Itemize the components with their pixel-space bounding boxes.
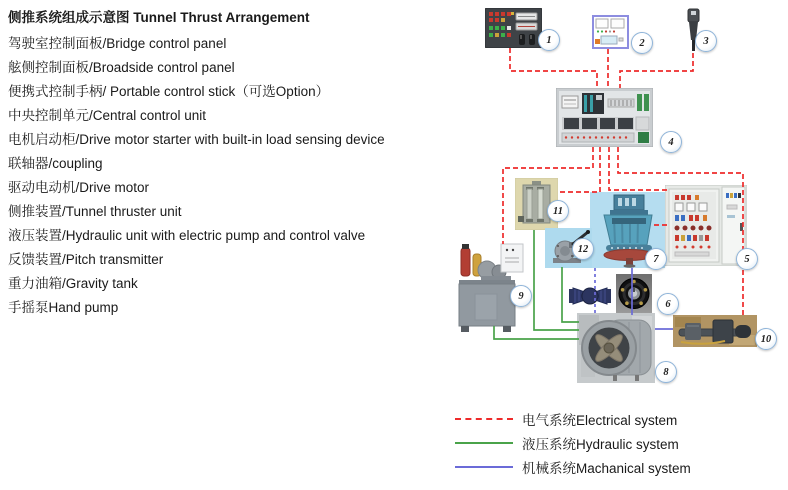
callout-12: 12 [572, 238, 594, 260]
legend [455, 407, 691, 479]
callout-9: 9 [510, 285, 532, 307]
callout-1: 1 [538, 29, 560, 51]
hydraulic-line-swatch [455, 442, 513, 444]
legend-item-mechanical [455, 455, 691, 479]
list-item: 舷侧控制面板/Broadside control panel [8, 60, 235, 75]
list-item: 电机启动柜/Drive motor starter with built-in load sensing device [8, 132, 385, 147]
callout-8: 8 [655, 361, 677, 383]
legend-label: 电气系统Electrical system [522, 413, 678, 428]
callout-7: 7 [645, 248, 667, 270]
list-item: 中央控制单元/Central control unit [8, 108, 207, 123]
callout-6: 6 [657, 293, 679, 315]
list-item: 联轴器/coupling [8, 156, 103, 171]
electrical-line-swatch [455, 418, 513, 420]
list-item: 液压装置/Hydraulic unit with electric pump and control valve [8, 228, 366, 243]
callout-2: 2 [631, 32, 653, 54]
list-item: 手摇泵Hand pump [8, 300, 119, 315]
callout-11: 11 [547, 200, 569, 222]
list-item: 驱动电动机/Drive motor [8, 180, 150, 195]
legend-item-hydraulic [455, 431, 691, 455]
shaft-coupling-photo [568, 280, 612, 310]
callout-4: 4 [660, 131, 682, 153]
callout-3: 3 [695, 30, 717, 52]
broadside-control-panel-photo [592, 15, 629, 49]
legend-item-electrical [455, 407, 691, 431]
pitch-transmitter-photo [673, 315, 757, 347]
legend-label: 机械系统Machanical system [522, 461, 691, 476]
callout-10: 10 [755, 328, 777, 350]
mechanical-line-swatch [455, 466, 513, 468]
bridge-control-panel-photo [485, 8, 542, 48]
drive-motor-starter-photo [665, 185, 747, 266]
hydraulic-unit-photo [453, 232, 528, 332]
central-control-unit-photo [556, 88, 653, 147]
tunnel-thruster-photo [577, 313, 655, 383]
coupling-photo [616, 274, 652, 313]
list-item: 驾驶室控制面板/Bridge control panel [8, 36, 227, 51]
page-title: 侧推系统组成示意图 Tunnel Thrust Arrangement [8, 10, 310, 25]
list-item: 重力油箱/Gravity tank [8, 276, 138, 291]
list-item: 反馈装置/Pitch transmitter [8, 252, 164, 267]
callout-5: 5 [736, 248, 758, 270]
list-item: 侧推装置/Tunnel thruster unit [8, 204, 182, 219]
component-list [8, 32, 385, 320]
list-item: 便携式控制手柄/ Portable control stick（可选Option） [8, 84, 330, 99]
legend-label: 液压系统Hydraulic system [522, 437, 679, 452]
